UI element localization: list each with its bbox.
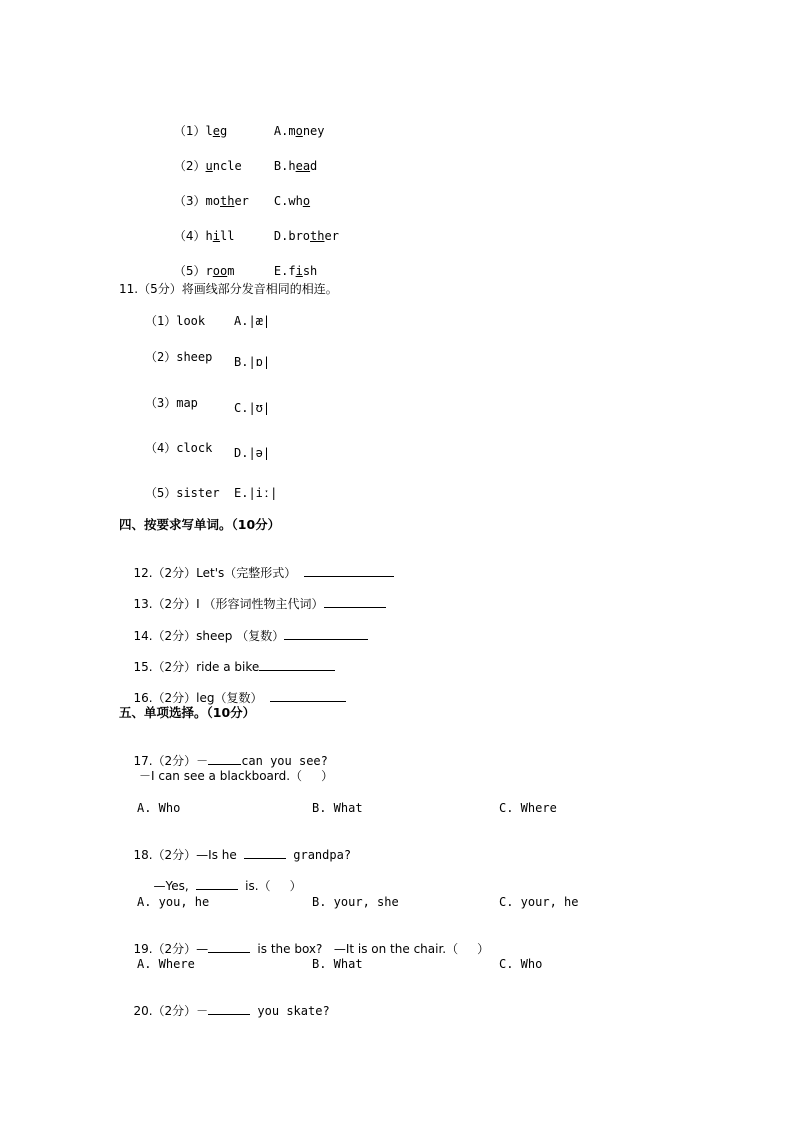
section5-heading: 五、单项选择。（10分） — [119, 705, 256, 720]
q13-answer-blank[interactable] — [324, 596, 386, 608]
q19-option-a[interactable]: A. Where — [137, 957, 195, 971]
q20-blank[interactable] — [208, 1003, 250, 1015]
q18-option-c[interactable]: C. your, he — [499, 895, 579, 909]
q10-option-e: E.fish — [273, 264, 318, 278]
q17-option-c[interactable]: C. Where — [499, 801, 557, 815]
q11-right-2: B.|ɒ| — [234, 355, 271, 369]
q10-option-d: D.brother — [273, 229, 339, 243]
q20-stem: 20.（2分）－ you skate? — [133, 1004, 330, 1018]
q10-option-a: A.money — [273, 124, 325, 138]
q11-right-3: C.|ʊ| — [234, 401, 271, 415]
q11-left-3: （3）map — [145, 396, 198, 410]
q19-stem: 19.（2分）— is the box? —It is on the chair.（ ） — [133, 942, 490, 956]
q11-title: 11.（5分）将画线部分发音相同的相连。 — [119, 282, 338, 296]
q10-item-3: （3）mother — [173, 194, 249, 208]
q19-blank[interactable] — [208, 941, 250, 953]
q11-left-5: （5）sister — [145, 486, 220, 500]
q18-blank-2[interactable] — [196, 878, 238, 890]
q18-reply: —Yes, is.（ ） — [153, 879, 302, 893]
q14-answer-blank[interactable] — [284, 628, 368, 640]
q10-option-c: C.who — [273, 194, 311, 208]
q11-right-1: A.|æ| — [234, 314, 271, 328]
q11-left-1: （1）look — [145, 314, 206, 328]
q15-answer-blank[interactable] — [259, 659, 335, 671]
q18-stem: 18.（2分）—Is he grandpa? — [133, 848, 352, 862]
q10-item-4: （4）hill — [173, 229, 235, 243]
q10-item-5: （5）room — [173, 264, 235, 278]
q17-blank[interactable] — [208, 753, 241, 765]
q18-option-b[interactable]: B. your, she — [312, 895, 399, 909]
q11-left-4: （4）clock — [145, 441, 213, 455]
q15: 15.（2分）ride a bike — [119, 643, 335, 675]
q17-option-a[interactable]: A. Who — [137, 801, 181, 815]
q10-item-1: （1）leg — [173, 124, 228, 138]
q18-option-a[interactable]: A. you, he — [137, 895, 210, 909]
q17-stem: 17.（2分）－ can you see? — [133, 754, 328, 768]
q12-answer-blank[interactable] — [304, 565, 394, 577]
q18-blank-1[interactable] — [244, 847, 286, 859]
q10-item-2: （2）uncle — [173, 159, 242, 173]
q13: 13.（2分）I （形容词性物主代词） — [119, 580, 386, 612]
q11-right-5: E.|iː| — [234, 486, 278, 500]
q12: 12.（2分）Let's（完整形式） — [119, 549, 394, 581]
q19-option-b[interactable]: B. What — [312, 957, 363, 971]
q11-left-2: （2）sheep — [145, 350, 213, 364]
q17-reply: －I can see a blackboard.（ ） — [139, 769, 334, 783]
q10-option-b: B.head — [273, 159, 318, 173]
q16-answer-blank[interactable] — [270, 690, 346, 702]
q14: 14.（2分）sheep （复数） — [119, 612, 368, 644]
q19-option-c[interactable]: C. Who — [499, 957, 543, 971]
q11-right-4: D.|ə| — [234, 446, 271, 460]
q17-option-b[interactable]: B. What — [312, 801, 363, 815]
section4-heading: 四、按要求写单词。（10分） — [119, 517, 281, 532]
q16: 16.（2分）leg（复数） — [119, 674, 346, 706]
